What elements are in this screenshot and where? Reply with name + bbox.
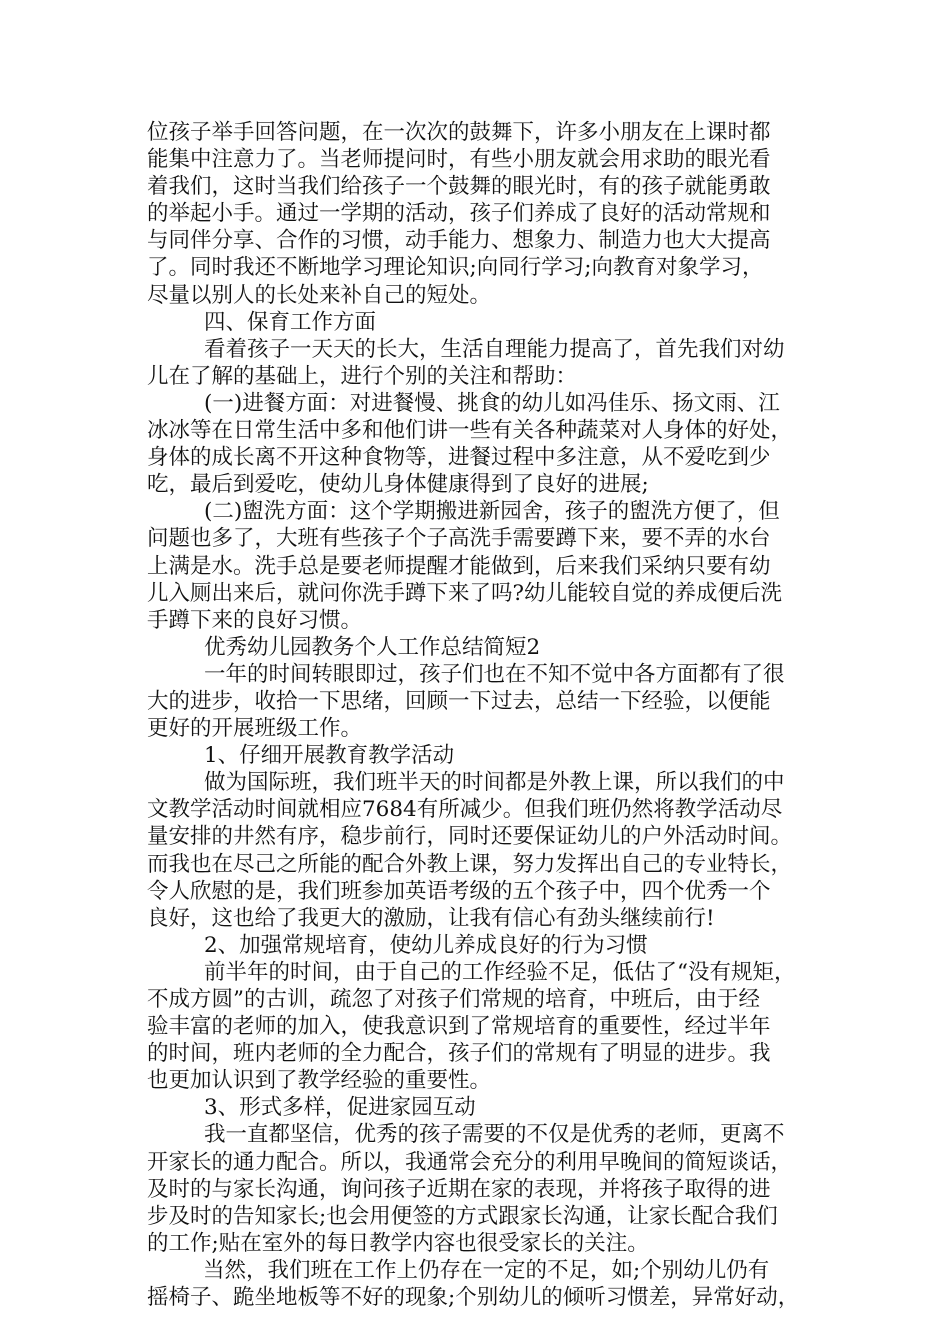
text-line: 及时的与家长沟通，询问孩子近期在家的表现，并将孩子取得的进: [147, 1176, 771, 1202]
section-heading: 2、加强常规培育，使幼儿养成良好的行为习惯: [204, 932, 648, 958]
text-line: 儿在了解的基础上，进行个别的关注和帮助：: [147, 363, 578, 389]
section-heading: 3、形式多样，促进家园互动: [204, 1095, 476, 1121]
paragraph-start: 一年的时间转眼即过，孩子们也在不知不觉中各方面都有了很: [204, 661, 785, 687]
text-line: 文教学活动时间就相应7684有所减少。但我们班仍然将教学活动尽: [147, 797, 783, 823]
text-line: 的举起小手。通过一学期的活动，孩子们养成了良好的活动常规和: [147, 201, 771, 227]
text-line: 着我们，这时当我们给孩子一个鼓舞的眼光时，有的孩子就能勇敢: [147, 174, 771, 200]
paragraph-start: 我一直都坚信，优秀的孩子需要的不仅是优秀的老师，更离不: [204, 1122, 785, 1148]
text-line: 验丰富的老师的加入，使我意识到了常规培育的重要性，经过半年: [147, 1014, 771, 1040]
document-body: [147, 119, 827, 1311]
paragraph-start: 看着孩子一天天的长大，生活自理能力提高了，首先我们对幼: [204, 336, 785, 362]
text-line: 能集中注意力了。当老师提问时，有些小朋友就会用求助的眼光看: [147, 147, 771, 173]
section-heading: 1、仔细开展教育教学活动: [204, 743, 455, 769]
text-line: 而我也在尽己之所能的配合外教上课，努力发挥出自己的专业特长，: [147, 851, 793, 877]
paragraph-start: 前半年的时间，由于自己的工作经验不足，低估了“没有规矩，: [204, 959, 796, 985]
text-line: 与同伴分享、合作的习惯，动手能力、想象力、制造力也大大提高: [147, 228, 771, 254]
text-line: 冰冰等在日常生活中多和他们讲一些有关各种蔬菜对人身体的好处，: [147, 418, 793, 444]
text-line: 摇椅子、跪坐地板等不好的现象;个别幼儿的倾听习惯差，异常好动，: [147, 1285, 800, 1311]
text-line: 问题也多了，大班有些孩子个子高洗手需要蹲下来，要不弄的水台: [147, 526, 771, 552]
text-line: 吃，最后到爱吃，使幼儿身体健康得到了良好的进展;: [147, 472, 649, 498]
text-line: 了。同时我还不断地学习理论知识;向同行学习;向教育对象学习，: [147, 255, 764, 281]
text-line: 不成方圆”的古训，疏忽了对孩子们常规的培育，中班后，由于经: [147, 987, 760, 1012]
text-line: 步及时的告知家长;也会用便签的方式跟家长沟通，让家长配合我们: [147, 1203, 778, 1229]
paragraph-start: 当然，我们班在工作上仍存在一定的不足，如;个别幼儿仍有: [203, 1257, 770, 1283]
text-line: 身体的成长离不开这种食物等，进餐过程中多注意，从不爱吃到少: [147, 445, 771, 471]
text-line: 尽量以别人的长处来补自己的短处。: [147, 282, 492, 308]
text-line: 大的进步，收拾一下思绪，回顾一下过去，总结一下经验，以便能: [147, 688, 771, 714]
text-line: 也更加认识到了教学经验的重要性。: [147, 1068, 492, 1094]
paragraph-start: (二)盥洗方面：这个学期搬进新园舍，孩子的盥洗方便了，但: [204, 499, 780, 525]
text-line: 良好，这也给了我更大的激励，让我有信心有劲头继续前行!: [147, 905, 715, 931]
paragraph-start: (一)进餐方面：对进餐慢、挑食的幼儿如冯佳乐、扬文雨、江: [204, 390, 780, 416]
section-heading: 优秀幼儿园教务个人工作总结简短2: [204, 634, 541, 660]
text-line: 令人欣慰的是，我们班参加英语考级的五个孩子中，四个优秀一个: [147, 878, 771, 904]
section-heading: 四、保育工作方面: [204, 309, 377, 335]
text-line: 手蹲下来的良好习惯。: [147, 607, 363, 633]
text-line: 儿入厕出来后，就问你洗手蹲下来了吗?幼儿能较自觉的养成便后洗: [147, 580, 783, 606]
text-line: 位孩子举手回答问题，在一次次的鼓舞下，许多小朋友在上课时都: [147, 120, 771, 145]
text-line: 开家长的通力配合。所以，我通常会充分的利用早晚间的简短谈话，: [147, 1149, 793, 1175]
text-line: 上满是水。洗手总是要老师提醒才能做到，后来我们采纳只要有幼: [147, 553, 771, 579]
text-line: 的工作;贴在室外的每日教学内容也很受家长的关注。: [147, 1230, 649, 1256]
text-line: 更好的开展班级工作。: [147, 716, 363, 742]
text-line: 量安排的井然有序，稳步前行，同时还要保证幼儿的户外活动时间。: [147, 824, 793, 850]
paragraph-start: 做为国际班，我们班半天的时间都是外教上课，所以我们的中: [204, 770, 785, 796]
text-line: 的时间，班内老师的全力配合，孩子们的常规有了明显的进步。我: [147, 1041, 771, 1067]
